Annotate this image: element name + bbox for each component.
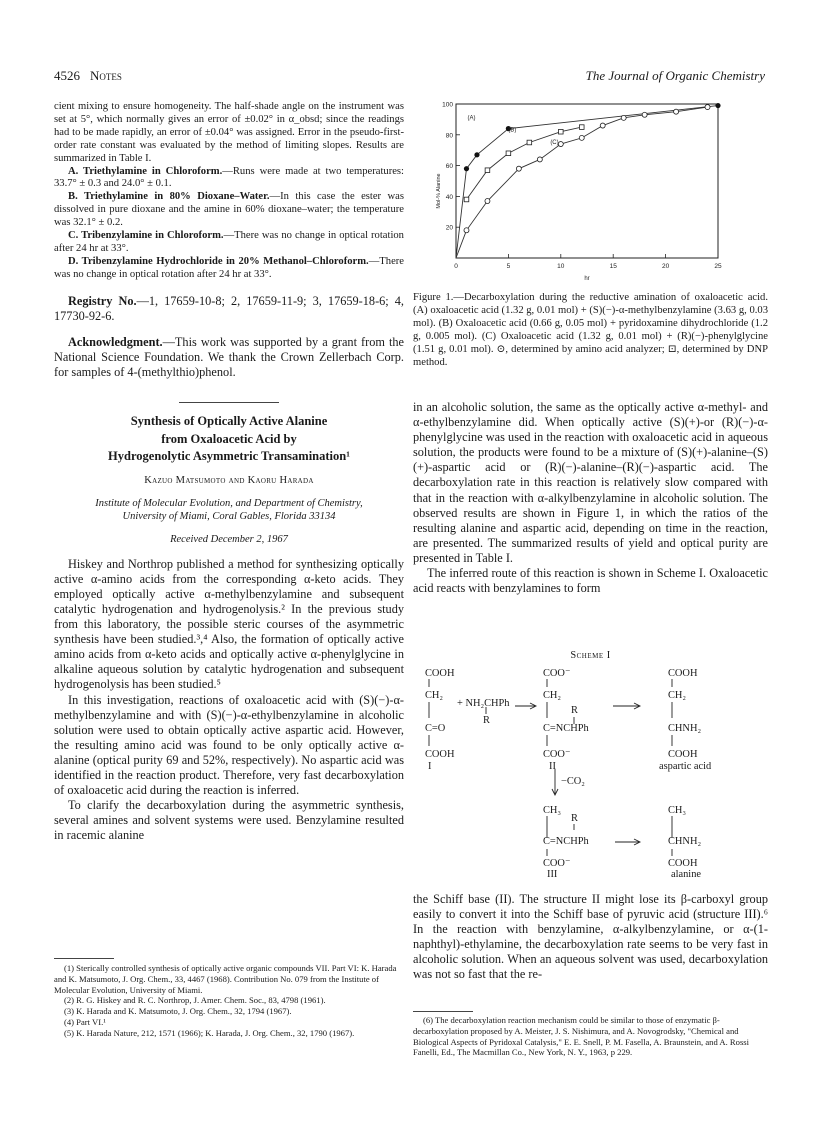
scheme-bonds	[413, 662, 768, 890]
subsection-b-heading: B. Triethylamine in 80% Dioxane–Water.	[68, 191, 270, 203]
subsection-d-text: —There was no change in optical rotation after 24 hr at 33°.	[54, 255, 404, 280]
x-axis-label: hr	[584, 276, 590, 282]
journal-title: The Journal of Organic Chemistry	[585, 68, 765, 83]
x-tick-label: 15	[609, 263, 617, 270]
affiliation-1: Institute of Molecular Evolution, and Department of Chemistry,	[95, 497, 363, 509]
data-point-C	[516, 166, 521, 171]
x-tick-label: 0	[454, 263, 458, 270]
received-date: Received December 2, 1967	[170, 533, 288, 545]
y-tick-label: 20	[445, 224, 453, 232]
footnote-6: (6) The decarboxylation reaction mechanism could be similar to those of enzymatic β-decarboxylation proposed by A. Meister, J. S. Nishimura, and A. Novogrodsky, "Chemical and Biological Aspects of Pyridoxal Catalysis," E. E. Snell, P. M. Fasella, A. Braunstein, and A. Rossi Fanelli, Ed., The Macmillan Co., New York, N. Y., 1963, p 229.	[413, 1015, 750, 1058]
compound-I-label: I	[428, 761, 432, 772]
subsection-c-text: —There was no change in optical rotation after 24 hr at 33°.	[54, 230, 404, 254]
registry-heading: Registry No.	[68, 293, 137, 308]
right-paragraph-3: the Schiff base (II). The structure II might lose its β-carboxyl group easily to convert it into the Schiff base of pyruvic acid (structure III).⁶ In the reaction with benzylamine, α-alkylbenzylamine, or α-(1-naphthyl)-ethylamine, the decarboxylation rate seems to be very fast in alcoholic solution. When an aqueous solvent was used, decarboxylation was not so fast that the re-	[413, 892, 768, 982]
right-paragraph-1: in an alcoholic solution, the same as the optically active α-methyl- and α-ethylbenzylamine did. When optically active (S)(+)-or (R)(−)-α-phenylglycine was used in the reaction with oxaloacetic acid in aqueous solution, the products were found to be a mixture of (S)(+)-alanine–(S)(+)-aspartic acid or (R)(−)-alanine–(R)(−)-aspartic acid. The decarboxylation rate in this reaction is relatively slow compared with that in the reaction with α-alkylbenzylamine in alcoholic solution. The observed results are shown in Figure 1, in which the ratios of the resulting alanine and aspartic acid, depending on time in the reaction, are presented. The summarized results of yield and optical purity are presented in Table I.	[413, 400, 768, 565]
alanine-chnh2: CHNH₂	[668, 836, 702, 847]
compound-III-ch3: CH₃	[543, 805, 562, 816]
compound-II-imine: C=NCHPh	[543, 723, 589, 734]
continued-text: cient mixing to ensure homogeneity. The half-shade angle on the instrument was set at 5°, which normally gives an error of ±0.02° in α_obsd; since the readings had to be made rapidly, an error of ±0.04° was assigned. Error in the pseudo-first-order rate constant was evaluated by the method of limiting slopes. Results are summarized in Table I.	[54, 101, 404, 164]
data-point-C	[485, 199, 490, 204]
x-tick-label: 20	[661, 263, 670, 270]
data-point-C	[537, 157, 542, 162]
compound-III-r: R	[571, 813, 578, 824]
compound-II-label: II	[549, 761, 556, 772]
compound-III-label: III	[547, 869, 558, 880]
subsection-a-text: —Runs were made at two temperatures: 33.7° ± 0.3 and 24.0° ± 0.1.	[54, 165, 404, 190]
co2-loss-label: −CO₂	[561, 776, 585, 787]
aspartic-label: aspartic acid	[659, 761, 712, 772]
data-point-B	[506, 151, 511, 156]
intro-paragraph-2: In this investigation, reactions of oxaloacetic acid with (S)(−)-α-methylbenzylamine and with (S)(−)-α-ethylbenzylamine in alcoholic solution were used to obtain optically active aspartic acid. However, the resulting amino acid was found to be only optically active α-alanine (optical purity 69 and 52%, respectively). No aspartic acid was identified in the reaction product. Therefore, very fast decarboxylation of oxaloacetic acid during the reaction is inferred.	[54, 692, 404, 798]
scheme-1	[413, 662, 768, 890]
subsection-a-heading: A. Triethylamine in Chloroform.	[68, 165, 223, 177]
reagent-r: R	[483, 715, 490, 726]
right-column-top	[413, 400, 768, 596]
series-line-B	[466, 127, 581, 199]
data-point-C	[600, 123, 605, 128]
compound-II-ch2: CH₂	[543, 690, 562, 701]
y-tick-label: 60	[445, 163, 453, 171]
figure-1-caption: Figure 1.—Decarboxylation during the reductive amination of oxaloacetic acid. (A) oxaloacetic acid (1.32 g, 0.01 mol) + (S)(−)-α-methylbenzylamine (3.63 g, 0.03 mol). (B) Oxaloacetic acid (0.66 g, 0.05 mol) + pyridoxamine dihydrochloride (1.2 g, 0.005 mol). (C) Oxaloacetic acid (1.32 g, 0.01 mol) + (R)(−)-phenylglycine (1.51 g, 0.01 mol). ⊙, determined by amino acid analyzer; ⊡, determined by DNP method.	[413, 292, 768, 368]
data-point-B	[485, 168, 490, 173]
right-column-bottom	[413, 892, 768, 983]
footnote-rule-right	[413, 1011, 473, 1012]
compound-III-coo: COO⁻	[543, 858, 571, 869]
aspartic-ch2: CH₂	[668, 690, 687, 701]
data-point-C	[579, 135, 584, 140]
compound-II-coo-top: COO⁻	[543, 668, 571, 679]
compound-I-carbonyl: C=O	[425, 723, 446, 734]
plot-frame	[456, 104, 718, 258]
series-line-A	[456, 106, 718, 258]
intro-paragraph-3: To clarify the decarboxylation during the asymmetric synthesis, several amines and solvent systems were used. Benzylamine resulted in racemic alanine	[54, 798, 404, 843]
compound-III-imine: C=NCHPh	[543, 836, 589, 847]
alanine-cooh: COOH	[668, 858, 698, 869]
series-label-C: (C)	[550, 140, 559, 147]
data-point-C	[705, 105, 710, 110]
figure-1-chart	[418, 96, 748, 282]
compound-I-cooh-top: COOH	[425, 668, 455, 679]
reagent-amine: + NH₂CHPh	[457, 698, 510, 709]
left-column	[54, 101, 404, 843]
compound-I-ch2: CH₂	[425, 690, 444, 701]
compound-II-r: R	[571, 705, 578, 716]
footnote-2: (2) R. G. Hiskey and R. C. Northrop, J. Amer. Chem. Soc., 83, 4798 (1961).	[64, 995, 326, 1006]
footnote-rule	[54, 958, 114, 959]
data-point-A	[715, 103, 720, 108]
footnote-1: (1) Sterically controlled synthesis of optically active organic compounds VII. Part VI: K. Harada and K. Matsumoto, J. Org. Chem., 33, 4467 (1968). Contribution No. 079 from the Institute of Molecular Evolution, University of Miami.	[54, 963, 397, 995]
scheme-title: Scheme I	[570, 650, 611, 661]
y-tick-label: 80	[445, 132, 453, 140]
article-title	[54, 413, 404, 466]
series-label-A: (A)	[467, 115, 476, 122]
alanine-ch3: CH₃	[668, 805, 687, 816]
data-point-B	[579, 125, 584, 130]
data-point-B	[464, 197, 469, 202]
data-point-C	[674, 109, 679, 114]
footnote-5: (5) K. Harada Nature, 212, 1571 (1966); K. Harada, J. Org. Chem., 32, 1790 (1967).	[64, 1027, 355, 1038]
affiliation-2: University of Miami, Coral Gables, Florida 33134	[122, 510, 336, 522]
x-tick-label: 5	[506, 263, 511, 270]
aspartic-cooh-top: COOH	[668, 668, 698, 679]
aspartic-chnh2: CHNH₂	[668, 723, 702, 734]
ack-text: —This work was supported by a grant from the National Science Foundation. We thank the Crown Zellerbach Corp. for samples of 4-(methylthio)phenol.	[54, 334, 404, 380]
x-tick-label: 10	[557, 263, 565, 270]
x-tick-label: 25	[714, 263, 722, 270]
right-footnotes	[413, 1015, 768, 1058]
left-footnotes	[54, 963, 404, 1039]
data-point-C	[558, 142, 563, 147]
page-number: 4526	[54, 68, 80, 83]
authors: Kazuo Matsumoto and Kaoru Harada	[144, 474, 314, 486]
section-name: Notes	[90, 68, 122, 83]
y-tick-label: 100	[442, 101, 453, 109]
aspartic-cooh-bottom: COOH	[668, 749, 698, 760]
title-line-3: Hydrogenolytic Asymmetric Transamination¹	[108, 449, 350, 464]
subsection-c-heading: C. Tribenzylamine in Chloroform.	[68, 230, 224, 242]
y-axis-label: Mol-% Alanine	[436, 173, 442, 209]
title-line-2: from Oxaloacetic Acid by	[161, 431, 297, 446]
footnote-4: (4) Part VI.¹	[64, 1016, 106, 1027]
y-tick-label: 40	[445, 193, 453, 201]
compound-II-coo-bottom: COO⁻	[543, 749, 571, 760]
data-point-C	[642, 112, 647, 117]
registry-text: —1, 17659-10-8; 2, 17659-11-9; 3, 17659-18-6; 4, 17730-92-6.	[54, 293, 404, 323]
data-point-C	[464, 228, 469, 233]
title-line-1: Synthesis of Optically Active Alanine	[130, 414, 328, 429]
data-point-B	[527, 140, 532, 145]
data-point-B	[559, 129, 564, 134]
data-point-A	[474, 152, 479, 157]
title-rule	[179, 402, 279, 403]
subsection-b-text: —In this case the ester was dissolved in pure dioxane and the amine in 60% dioxane–water; the temperature was 32.1° ± 0.2.	[54, 191, 404, 229]
ack-heading: Acknowledgment.	[68, 334, 163, 349]
subsection-d-heading: D. Tribenzylamine Hydrochloride in 20% Methanol–Chloroform.	[68, 255, 369, 267]
footnote-3: (3) K. Harada and K. Matsumoto, J. Org. Chem., 32, 1794 (1967).	[64, 1006, 292, 1017]
compound-I-cooh-bottom: COOH	[425, 749, 455, 760]
intro-paragraph-1: Hiskey and Northrop published a method for synthesizing optically active α-amino acids from the corresponding α-keto acids. They employed optically active α-methylbenzylamine and subsequent catalytic hydrogenation and hydrogenolysis.² In the previous study from this laboratory, the possible steric courses of the asymmetric synthesis have been studied.³,⁴ Also, the formation of optically active amino acids from α-keto acids and optically active α-phenylglycine in alkaline aqueous solution by catalytic hydrogenation and subsequent hydrogenolysis has been studied.⁵	[54, 556, 404, 692]
data-point-A	[464, 166, 469, 171]
data-point-C	[621, 115, 626, 120]
series-label-B: (B)	[508, 127, 517, 134]
right-paragraph-2: The inferred route of this reaction is shown in Scheme I. Oxaloacetic acid reacts with benzylamines to form	[413, 566, 768, 596]
alanine-label: alanine	[671, 869, 701, 880]
